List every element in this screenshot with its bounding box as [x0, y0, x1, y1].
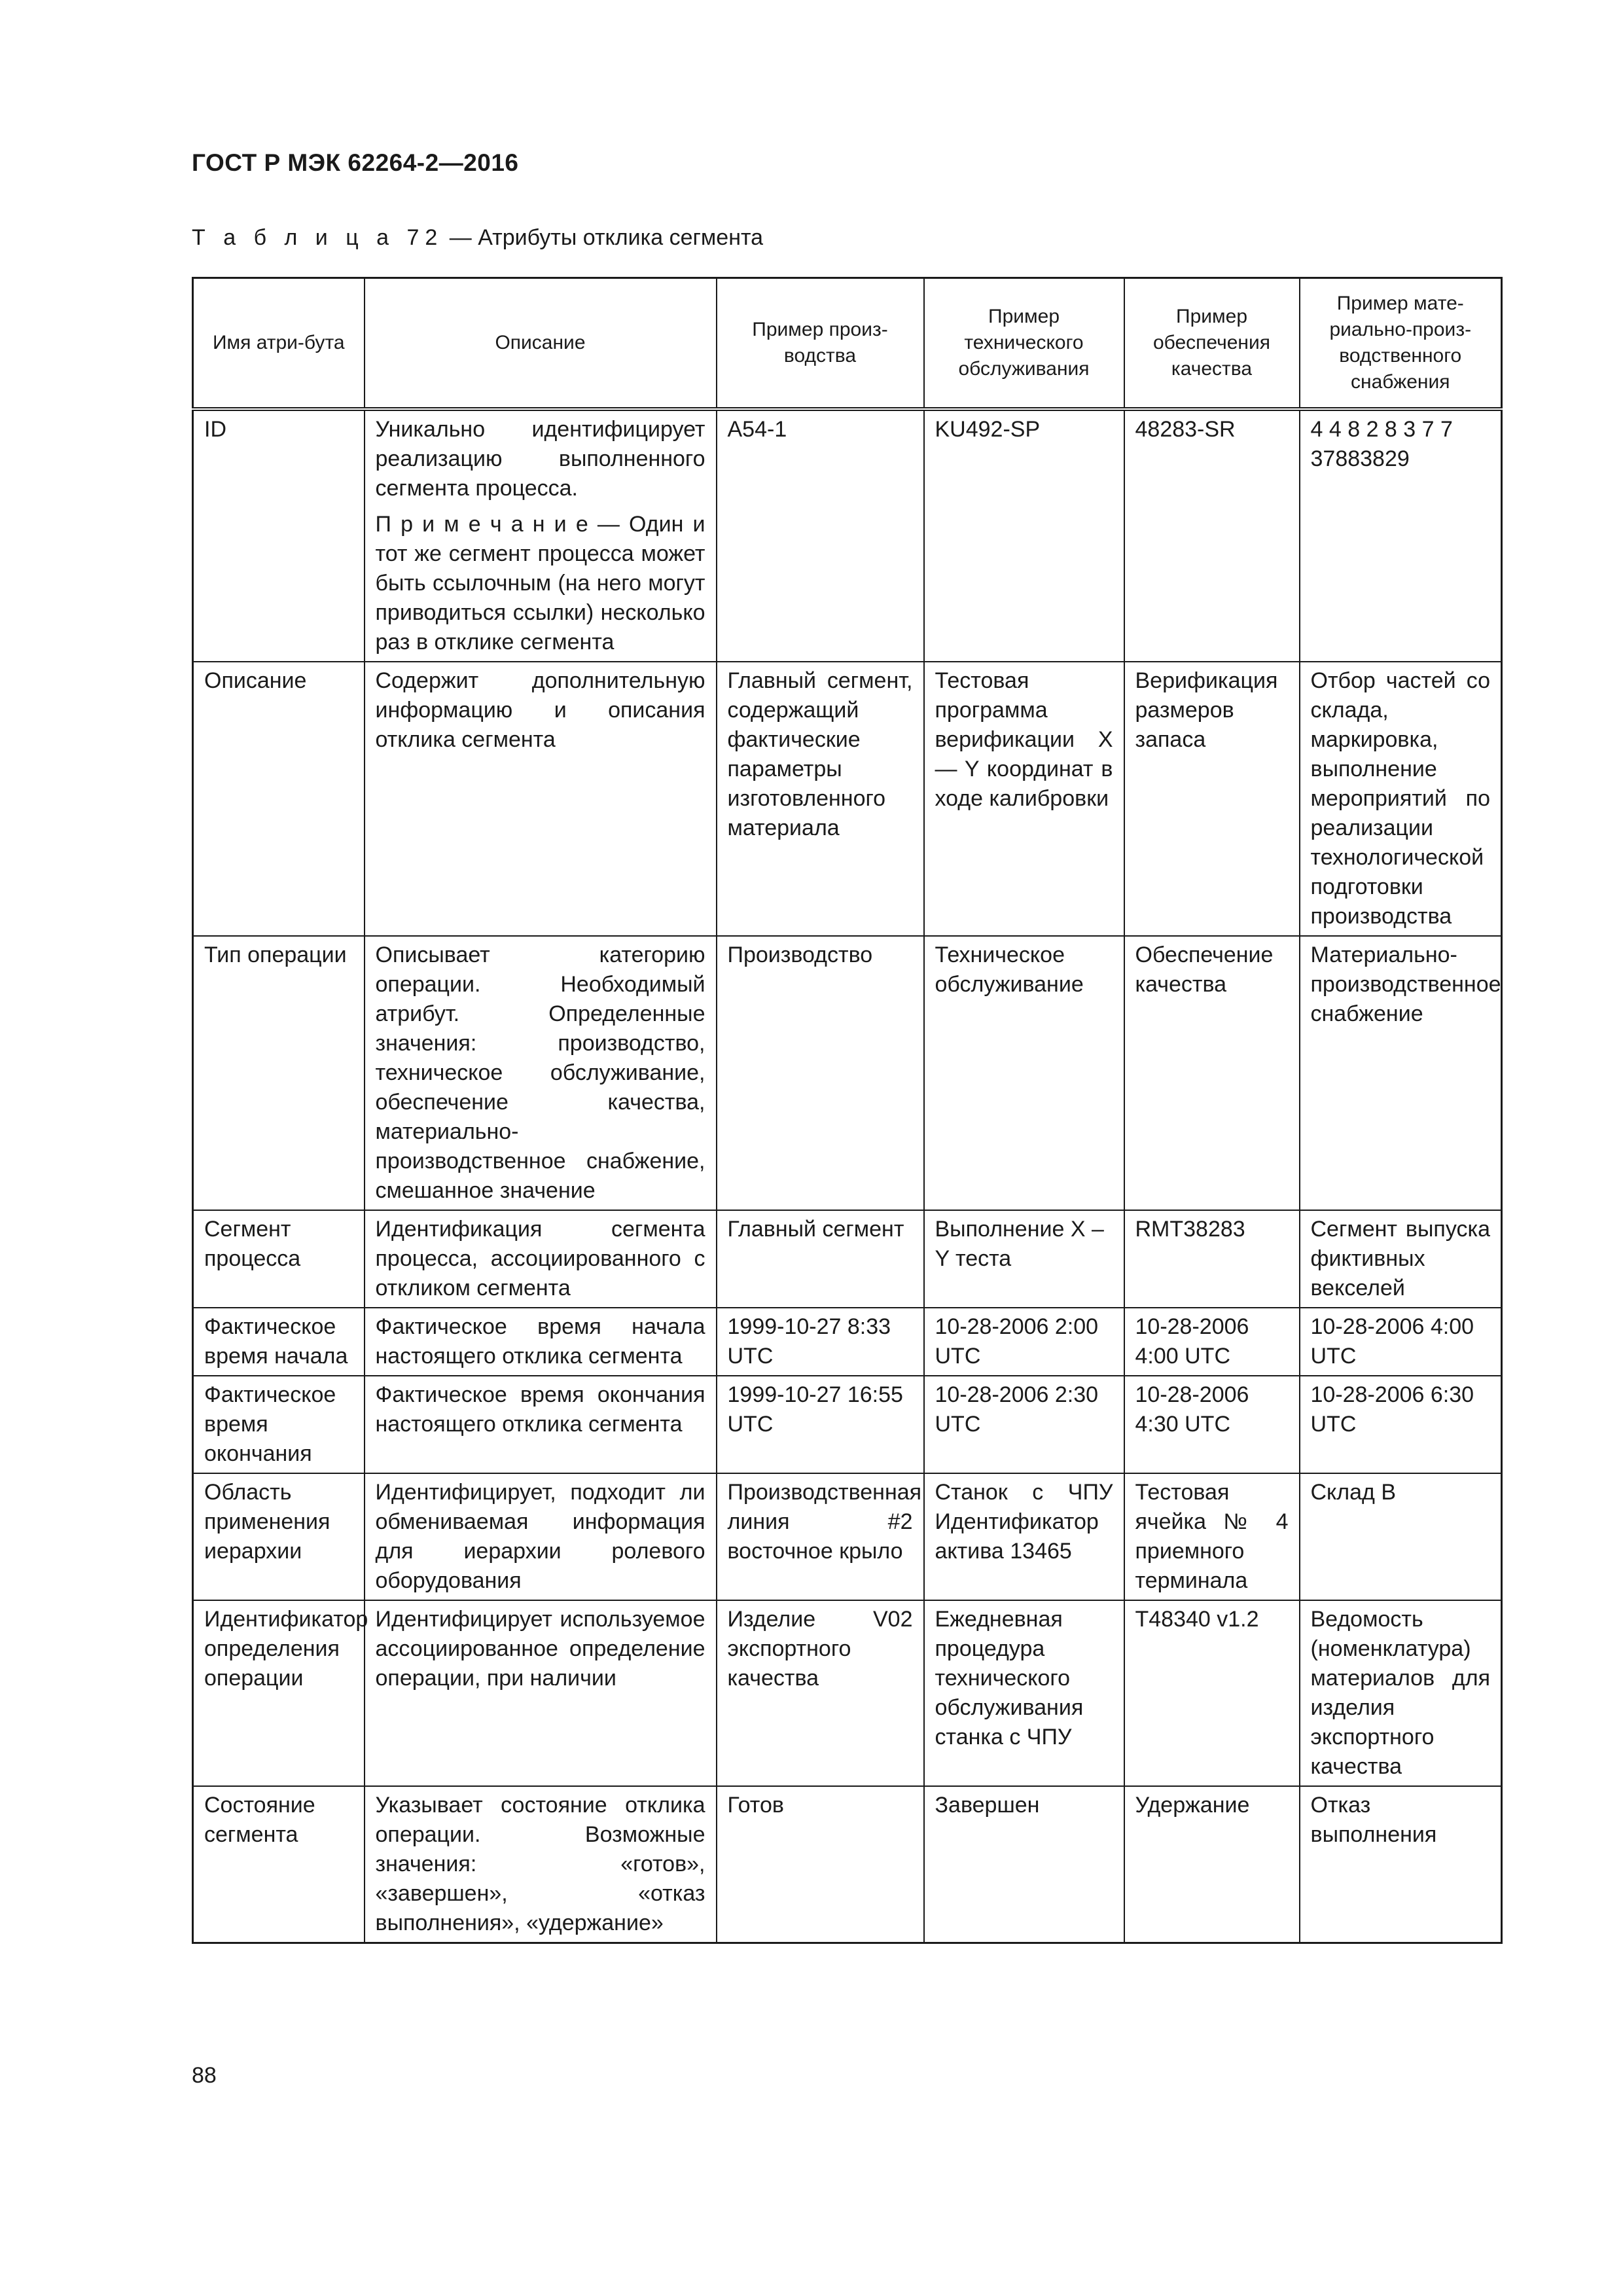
- inventory-example-cell: Ведомость (номенклатура) материалов для изделия экспортного качества: [1300, 1600, 1502, 1786]
- inventory-example-cell: Отказ выполнения: [1300, 1786, 1502, 1943]
- attr-description-cell: Описывает категорию операции. Необходимый атрибут. Определенные значения: производство, техническое обслуживание, обеспечение качества, материально-производственное снабжение, смешанное значение: [365, 936, 717, 1210]
- inventory-example-cell: 10-28-2006 4:00 UTC: [1300, 1308, 1502, 1376]
- inventory-example-cell: Отбор частей со склада, маркировка, выполнение мероприятий по реализации технологической подготовки производства: [1300, 662, 1502, 936]
- production-example-cell: Готов: [717, 1786, 924, 1943]
- attr-name-cell: Состояние сегмента: [193, 1786, 365, 1943]
- quality-example-cell: RMT38283: [1124, 1210, 1300, 1308]
- production-example-cell: Производственная линия #2 восточное крыло: [717, 1473, 924, 1600]
- maintenance-example-cell: Завершен: [924, 1786, 1124, 1943]
- document-header: ГОСТ Р МЭК 62264-2—2016: [192, 149, 519, 176]
- inventory-example-cell: Склад В: [1300, 1473, 1502, 1600]
- maintenance-example-cell: Техническое обслуживание: [924, 936, 1124, 1210]
- attr-note: [376, 510, 705, 657]
- maintenance-example-cell: 10-28-2006 2:00 UTC: [924, 1308, 1124, 1376]
- quality-example-cell: 10-28-2006 4:00 UTC: [1124, 1308, 1300, 1376]
- attr-description-cell: Идентифицирует, подходит ли обмениваемая информация для иерархии ролевого оборудования: [365, 1473, 717, 1600]
- maintenance-example-cell: KU492-SP: [924, 409, 1124, 662]
- table-row: [193, 1308, 1502, 1376]
- column-header-maintenance: Пример технического обслуживания: [924, 278, 1124, 410]
- quality-example-cell: Тестовая ячейка № 4 приемного терминала: [1124, 1473, 1300, 1600]
- production-example-cell: Производство: [717, 936, 924, 1210]
- note-text: — Один и тот же сегмент процесса может быть ссылочным (на него могут приводиться ссылки) несколько раз в отклике сегмента: [375, 512, 705, 655]
- attr-name-cell: Фактическое время окончания: [193, 1376, 365, 1473]
- quality-example-cell: T48340 v1.2: [1124, 1600, 1300, 1786]
- table-row: [193, 1210, 1502, 1308]
- quality-example-cell: Верификация размеров запаса: [1124, 662, 1300, 936]
- attr-description-cell: [365, 409, 717, 662]
- attr-name-cell: Фактическое время начала: [193, 1308, 365, 1376]
- attributes-table-container: [192, 277, 1501, 1944]
- quality-example-cell: Удержание: [1124, 1786, 1300, 1943]
- attr-name-cell: Сегмент процесса: [193, 1210, 365, 1308]
- attr-description-text: Уникально идентифицирует реализацию выполненного сегмента процесса.: [375, 417, 705, 501]
- attr-description-cell: Фактическое время окончания настоящего отклика сегмента: [365, 1376, 717, 1473]
- production-example-cell: Главный сегмент: [717, 1210, 924, 1308]
- table-caption: [192, 225, 763, 251]
- attr-description-cell: Указывает состояние отклика операции. Возможные значения: «готов», «завершен», «отказ выполнения», «удержание»: [365, 1786, 717, 1943]
- attr-name-cell: ID: [193, 409, 365, 662]
- attr-name-cell: Идентификатор определения операции: [193, 1600, 365, 1786]
- quality-example-cell: 48283-SR: [1124, 409, 1300, 662]
- table-header-row: [193, 278, 1502, 410]
- maintenance-example-cell: 10-28-2006 2:30 UTC: [924, 1376, 1124, 1473]
- quality-example-cell: Обеспечение качества: [1124, 936, 1300, 1210]
- attr-description-cell: Идентифицирует используемое ассоциированное определение операции, при наличии: [365, 1600, 717, 1786]
- attr-name-cell: Область применения иерархии: [193, 1473, 365, 1600]
- attr-name-cell: Описание: [193, 662, 365, 936]
- maintenance-example-cell: Выполнение X – Y теста: [924, 1210, 1124, 1308]
- page-number: 88: [192, 2063, 217, 2088]
- attr-name-cell: Тип операции: [193, 936, 365, 1210]
- table-row: [193, 1600, 1502, 1786]
- column-header-description: Описание: [365, 278, 717, 410]
- attr-description-cell: Идентификация сегмента процесса, ассоциированного с откликом сегмента: [365, 1210, 717, 1308]
- production-example-cell: A54-1: [717, 409, 924, 662]
- production-example-cell: Изделие V02 экспортного качества: [717, 1600, 924, 1786]
- column-header-quality: Пример обеспечения качества: [1124, 278, 1300, 410]
- column-header-production: Пример произ-водства: [717, 278, 924, 410]
- inventory-example-cell: 4 4 8 2 8 3 7 7 37883829: [1300, 409, 1502, 662]
- inventory-example-cell: Материально-производственное снабжение: [1300, 936, 1502, 1210]
- quality-example-cell: 10-28-2006 4:30 UTC: [1124, 1376, 1300, 1473]
- inventory-example-cell: Сегмент выпуска фиктивных векселей: [1300, 1210, 1502, 1308]
- table-caption-label: Т а б л и ц а 72: [192, 225, 444, 250]
- segment-response-attributes-table: [192, 277, 1503, 1944]
- maintenance-example-cell: Тестовая программа верификации X — Y координат в ходе калибровки: [924, 662, 1124, 936]
- table-row: [193, 409, 1502, 662]
- maintenance-example-cell: Станок с ЧПУ Идентификатор актива 13465: [924, 1473, 1124, 1600]
- maintenance-example-cell: Ежедневная процедура технического обслуживания станка с ЧПУ: [924, 1600, 1124, 1786]
- table-caption-title: — Атрибуты отклика сегмента: [449, 225, 764, 250]
- inventory-example-cell: 10-28-2006 6:30 UTC: [1300, 1376, 1502, 1473]
- production-example-cell: Главный сегмент, содержащий фактические параметры изготовленного материала: [717, 662, 924, 936]
- production-example-cell: 1999-10-27 16:55 UTC: [717, 1376, 924, 1473]
- table-row: [193, 936, 1502, 1210]
- attr-description-cell: Содержит дополнительную информацию и описания отклика сегмента: [365, 662, 717, 936]
- table-row: [193, 1473, 1502, 1600]
- column-header-inventory: Пример мате-риально-произ-водственного снабжения: [1300, 278, 1502, 410]
- table-row: [193, 1786, 1502, 1943]
- attr-description-cell: Фактическое время начала настоящего отклика сегмента: [365, 1308, 717, 1376]
- table-row: [193, 1376, 1502, 1473]
- production-example-cell: 1999-10-27 8:33 UTC: [717, 1308, 924, 1376]
- note-label: П р и м е ч а н и е: [375, 512, 588, 537]
- table-row: [193, 662, 1502, 936]
- column-header-name: Имя атри-бута: [193, 278, 365, 410]
